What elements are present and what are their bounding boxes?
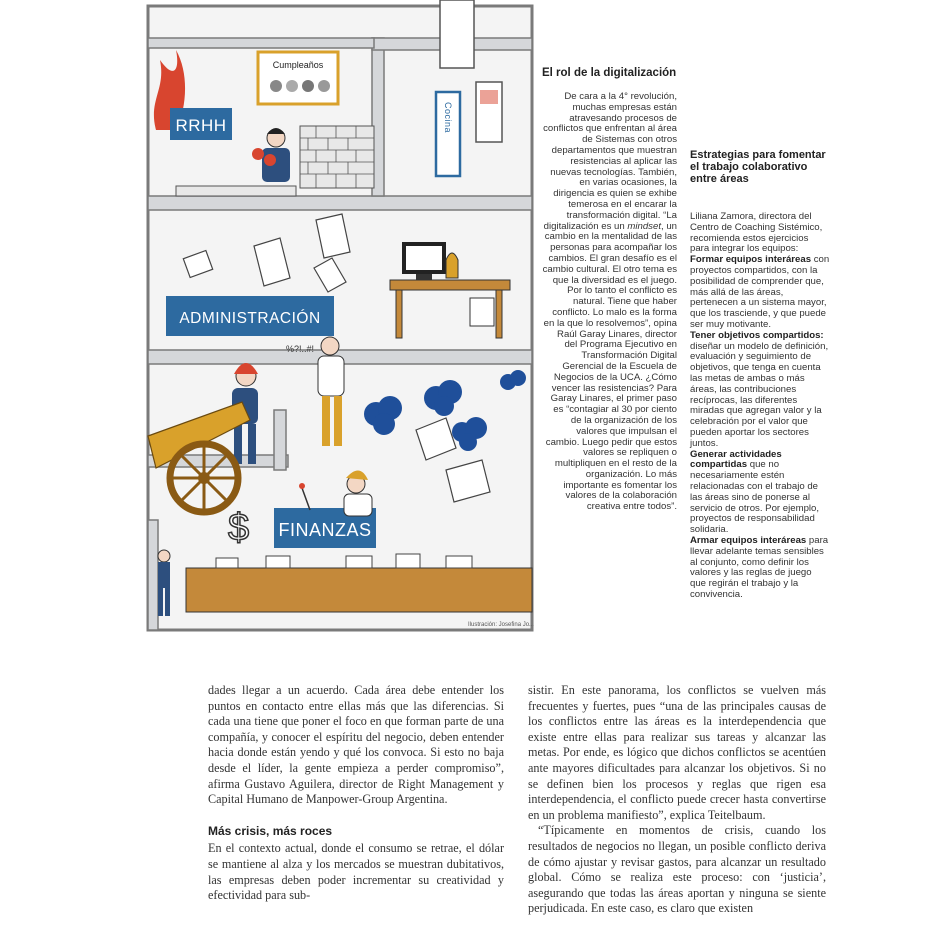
sidebar-digital-title: El rol de la digitalización [542, 67, 677, 79]
speech-bubble: %?!..#! [286, 344, 315, 354]
sidebar-strategies-title: Estrategias para fomentar el trabajo colaborativo entre áreas [690, 149, 826, 185]
sidebar-digital-body [542, 92, 677, 513]
sidebar-strategies-intro: Liliana Zamora, directora del Centro de Coaching Sistémico, recomienda estos ejercicios para integrar los equipos: [690, 211, 823, 255]
article-paragraph: sistir. En este panorama, los conflictos se vuelven más frecuentes y fuertes, pues “una de las principales causas de los conflictos entre las áreas es la interdependencia que existe entre ellas para realizar sus tareas y alcanzar las metas. Por ende, es lógico que dichos conflictos se acentúen ante mayores dificultades para alcanzar los objetivos. Si no se definen bien los procesos y reglas que rigen esa interdependencia, el conflicto puede crecer hasta convertirse en un problema manifiesto”, explica Teitelbaum. [528, 683, 826, 822]
fridge [440, 0, 474, 68]
finanzas-label: FINANZAS [278, 520, 372, 540]
strategy-item-text: que no necesariamente estén relacionadas con el trabajo de las áreas sino de ponerse al servicio de otros. Por ejemplo, proyectos de responsabilidad solidaria. [690, 459, 820, 536]
dollar-icon: $ [228, 507, 250, 549]
strategy-item [690, 536, 830, 601]
strategy-item [690, 450, 830, 536]
strategy-item-head: Formar equipos interáreas [690, 254, 812, 266]
article-paragraph: “Típicamente en momentos de crisis, cuando los resultados de negocios no llegan, un posible conflicto deriva de cómo ajustar y revisar gastos, para alcanzar un resultado global. Cómo se realiza este proceso: con ‘justicia’, asegurando que todas las áreas aportan y ninguna se siente perjudicada. En este caso, es claro que existen [528, 823, 826, 916]
strategy-item-text: diseñar un modelo de definición, evaluación y seguimiento de objetivos, que tenga en cuenta las metas de ambas o más áreas, las contribuciones recíprocas, las diferentes miradas que agregan valor y la celebración por el valor que pueden aportar los sectores juntos. [690, 340, 829, 449]
strategy-item-head: Armar equipos interáreas [690, 534, 807, 546]
illustration-credit: Ilustración: Josefina Jo... [468, 622, 535, 628]
strategy-item [690, 331, 830, 450]
floor-slab [148, 196, 532, 210]
birthday-board-label: Cumpleaños [272, 60, 324, 70]
administracion-label: ADMINISTRACIÓN [179, 310, 321, 327]
article-paragraph: dades llegar a un acuerdo. Cada área debe entender los puntos en contacto entre ellas más que las diferencias. Si cada una tiene que poner el foco en que forman parte de una compañía, y conocer el espíritu del negocio, deben entender hacia donde están yendo y qué los convoca. Si esto no baja desde el líder, la gente empieza a perder compromiso”, afirma Gustavo Aguilera, director de Right Management y Capital Humano de Manpower-Group Argentina. [208, 683, 504, 807]
finance-desk [186, 568, 532, 612]
article-paragraph: En el contexto actual, donde el consumo se retrae, el dólar se mantiene al alza y los mercados se muestran dubitativos, las empresas deben poder incrementar su creatividad y efectividad para sub- [208, 841, 504, 903]
sidebar-digital-text: De cara a la 4° revolución, muchas empresas están atravesando procesos de conflictos que enfrentan al área de Sistemas con otros departamentos que muestran resistencias al aplicar las nuevas tecnologías. También, en varias ocasiones, la dirigencia es quien se exhibe temerosa en el encarar la transformación digital. “La digitalización es un mindset, un cambio en la mentalidad de las personas para acompañar los cambios. El gran desafío es el cambio cultural. El otro tema es que la diversidad es el juego. Por lo tanto el conflicto es natural. Tiene que haber conflicto. Lo malo es la forma en la que lo resolvemos”, opina Raúl Garay Linares, director del Programa Ejecutivo en Transformación Digital Gerencial de la Escuela de Negocios de la UCA. ¿Cómo vencer las resistencias? Para Garay Linares, el primer paso es “contagiar al 30 por ciento de la organización de los valores que impulsan el cambio. Luego pedir que estos valores se repliquen o multipliquen en el resto de la organización. Lo más importante es fomentar los valores de la colaboración creativa entre todos”. [542, 91, 677, 513]
sidebar-strategies-body [690, 212, 830, 601]
rrhh-label: RRHH [175, 116, 227, 135]
strategy-item [690, 255, 830, 331]
strategy-item-head: Generar actividades compartidas [690, 448, 782, 471]
article-column-1 [208, 683, 504, 904]
article-subhead: Más crisis, más roces [208, 823, 333, 838]
office-illustration [146, 0, 538, 636]
article-column-2 [528, 683, 826, 917]
strategy-item-text: con proyectos compartidos, con la posibilidad de comprender que, más allá de las áreas, pertenecen a un sistema mayor, que los trasciende, y que puede ser muy motivante. [690, 254, 830, 330]
cocina-label: Cocina [443, 102, 453, 134]
strategy-item-text: para llevar adelante temas sensibles al conjunto, como definir los valores y las reglas de juego que regirán el trabajo y la convivencia. [690, 534, 829, 600]
strategy-item-head: Tener objetivos compartidos: [690, 329, 824, 341]
